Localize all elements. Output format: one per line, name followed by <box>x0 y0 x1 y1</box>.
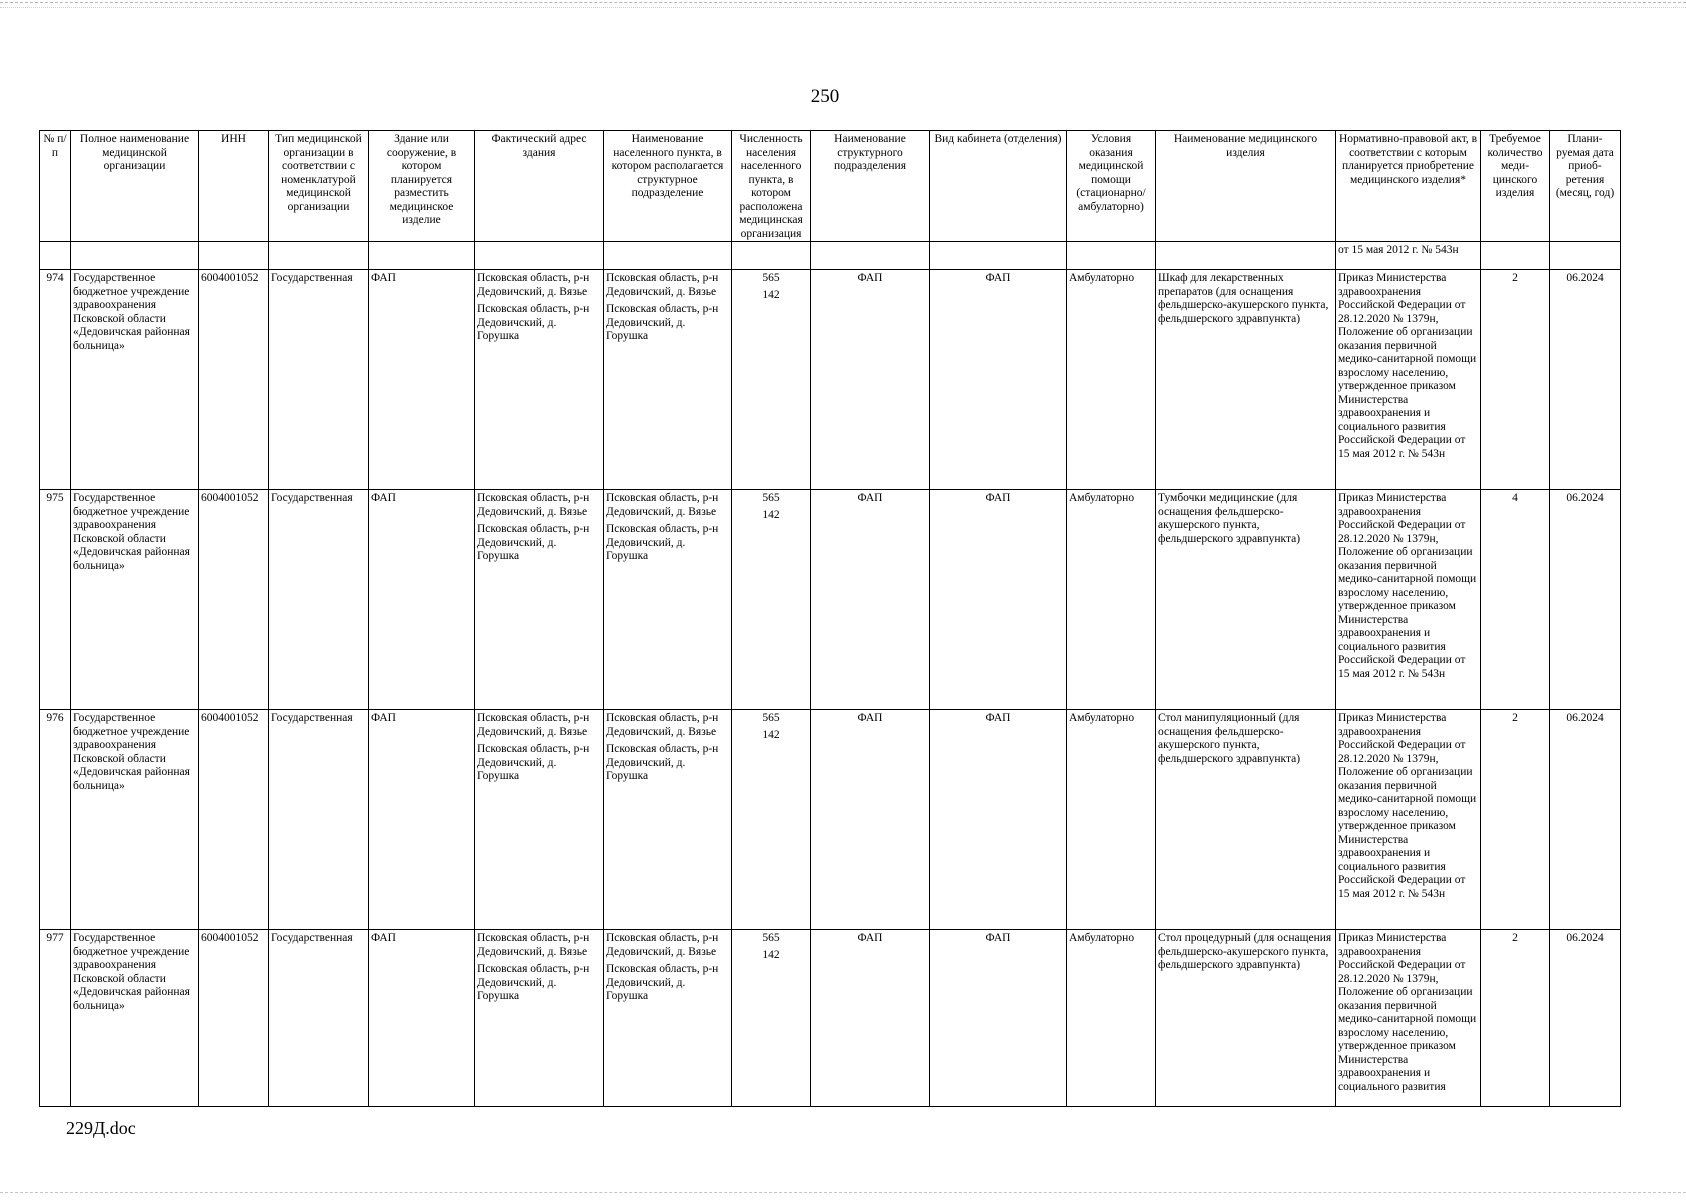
row-population <box>732 490 811 710</box>
row-population <box>732 930 811 1107</box>
page-number: 250 <box>810 86 840 107</box>
row-device: Стол манипуляционный (для оснащения фельдшерско-акушерского пункта, фельдшерского здравпункта) <box>1156 710 1336 930</box>
row-quantity: 2 <box>1481 270 1550 490</box>
header-locality: Наименование населенного пункта, в котором располагается структурное подразделение <box>604 131 732 242</box>
row-conditions: Амбулаторно <box>1067 930 1156 1107</box>
address-line: Псковская область, р-н Дедовичский, д. Вязье <box>477 932 590 958</box>
locality-line: Псковская область, р-н Дедовичский, д. Вязье <box>606 272 719 298</box>
row-locality <box>604 490 732 710</box>
row-act: Приказ Министерства здравоохранения Российской Федерации от 28.12.2020 № 1379н, Положение об организации оказания первичной медико-санитарной помощи взрослому населению, утвержденное приказом Министерства здравоохранения и социального развития <box>1336 930 1481 1107</box>
header-type: Тип медицинской организации в соответствии с номенклатурой медицинской организации <box>269 131 369 242</box>
locality-line: Псковская область, р-н Дедовичский, д. Горушка <box>606 303 719 342</box>
row-num: 976 <box>40 710 71 930</box>
row-cabinet: ФАП <box>930 490 1067 710</box>
population-value: 565 <box>762 272 780 284</box>
header-subdivision: Наименование структурного подразделения <box>811 131 930 242</box>
address-line: Псковская область, р-н Дедовичский, д. Горушка <box>477 963 590 1002</box>
row-subdivision: ФАП <box>811 710 930 930</box>
address-line: Псковская область, р-н Дедовичский, д. Горушка <box>477 743 590 782</box>
population-value: 565 <box>762 492 780 504</box>
row-act: Приказ Министерства здравоохранения Российской Федерации от 28.12.2020 № 1379н, Положение об организации оказания первичной медико-санитарной помощи взрослому населению, утвержденное приказом Министерства здравоохранения и социального развития Российской Федерации от 15 мая 2012 г. № 543н <box>1336 490 1481 710</box>
row-act: Приказ Министерства здравоохранения Российской Федерации от 28.12.2020 № 1379н, Положение об организации оказания первичной медико-санитарной помощи взрослому населению, утвержденное приказом Министерства здравоохранения и социального развития Российской Федерации от 15 мая 2012 г. № 543н <box>1336 270 1481 490</box>
table-row <box>40 490 1621 710</box>
header-population: Численность населения населенного пункта, в котором расположена медицинская организация <box>732 131 811 242</box>
row-org: Государственное бюджетное учреждение здравоохранения Псковской области «Дедовичская районная больница» <box>71 710 199 930</box>
locality-line: Псковская область, р-н Дедовичский, д. Горушка <box>606 523 719 562</box>
row-type: Государственная <box>269 710 369 930</box>
row-quantity: 2 <box>1481 930 1550 1107</box>
population-value: 142 <box>762 948 780 961</box>
row-type: Государственная <box>269 490 369 710</box>
row-address <box>475 270 604 490</box>
row-quantity: 4 <box>1481 490 1550 710</box>
address-line: Псковская область, р-н Дедовичский, д. Горушка <box>477 303 590 342</box>
row-type: Государственная <box>269 930 369 1107</box>
continuation-row <box>40 242 1621 270</box>
row-date: 06.2024 <box>1550 490 1621 710</box>
scan-artifact-bottom <box>0 1192 1686 1196</box>
header-num: № п/п <box>40 131 71 242</box>
locality-line: Псковская область, р-н Дедовичский, д. Горушка <box>606 743 719 782</box>
row-org: Государственное бюджетное учреждение здравоохранения Псковской области «Дедовичская районная больница» <box>71 270 199 490</box>
row-locality <box>604 930 732 1107</box>
row-building: ФАП <box>369 930 475 1107</box>
row-building: ФАП <box>369 710 475 930</box>
row-address <box>475 710 604 930</box>
row-num: 977 <box>40 930 71 1107</box>
header-date: Плани-руемая дата приоб-ретения (месяц, год) <box>1550 131 1621 242</box>
locality-line: Псковская область, р-н Дедовичский, д. Горушка <box>606 963 719 1002</box>
header-quantity: Требуемое количество меди-цинского изделия <box>1481 131 1550 242</box>
continuation-act: от 15 мая 2012 г. № 543н <box>1336 242 1481 270</box>
population-value: 565 <box>762 712 780 724</box>
row-building: ФАП <box>369 270 475 490</box>
address-line: Псковская область, р-н Дедовичский, д. Горушка <box>477 523 590 562</box>
population-value: 565 <box>762 932 780 944</box>
locality-line: Псковская область, р-н Дедовичский, д. Вязье <box>606 492 719 518</box>
footer-filename: 229Д.doc <box>66 1118 136 1138</box>
row-date: 06.2024 <box>1550 710 1621 930</box>
locality-line: Псковская область, р-н Дедовичский, д. Вязье <box>606 932 719 958</box>
table-row <box>40 270 1621 490</box>
row-address <box>475 490 604 710</box>
row-cabinet: ФАП <box>930 710 1067 930</box>
row-conditions: Амбулаторно <box>1067 270 1156 490</box>
row-inn: 6004001052 <box>199 270 269 490</box>
table-header-row <box>40 131 1621 242</box>
row-inn: 6004001052 <box>199 710 269 930</box>
row-subdivision: ФАП <box>811 270 930 490</box>
row-conditions: Амбулаторно <box>1067 710 1156 930</box>
row-num: 974 <box>40 270 71 490</box>
header-conditions: Условия оказания медицинской помощи (стационарно/ амбулаторно) <box>1067 131 1156 242</box>
population-value: 142 <box>762 288 780 301</box>
scan-artifact-top <box>0 2 1686 8</box>
population-value: 142 <box>762 508 780 521</box>
header-device: Наименование медицинского изделия <box>1156 131 1336 242</box>
row-num: 975 <box>40 490 71 710</box>
row-quantity: 2 <box>1481 710 1550 930</box>
population-value: 142 <box>762 728 780 741</box>
row-address <box>475 930 604 1107</box>
locality-line: Псковская область, р-н Дедовичский, д. Вязье <box>606 712 719 738</box>
row-cabinet: ФАП <box>930 930 1067 1107</box>
header-inn: ИНН <box>199 131 269 242</box>
table-row <box>40 710 1621 930</box>
address-line: Псковская область, р-н Дедовичский, д. Вязье <box>477 492 590 518</box>
row-date: 06.2024 <box>1550 270 1621 490</box>
row-device: Шкаф для лекарственных препаратов (для оснащения фельдшерско-акушерского пункта, фельдшерского здравпункта) <box>1156 270 1336 490</box>
row-inn: 6004001052 <box>199 930 269 1107</box>
row-device: Стол процедурный (для оснащения фельдшерско-акушерского пункта, фельдшерского здравпункта) <box>1156 930 1336 1107</box>
header-org: Полное наименование медицинской организации <box>71 131 199 242</box>
row-device: Тумбочки медицинские (для оснащения фельдшерско-акушерского пункта, фельдшерского здравпункта) <box>1156 490 1336 710</box>
header-building: Здание или сооружение, в котором планируется разместить медицинское изделие <box>369 131 475 242</box>
row-inn: 6004001052 <box>199 490 269 710</box>
header-address: Фактический адрес здания <box>475 131 604 242</box>
row-locality <box>604 270 732 490</box>
row-subdivision: ФАП <box>811 930 930 1107</box>
row-act: Приказ Министерства здравоохранения Российской Федерации от 28.12.2020 № 1379н, Положение об организации оказания первичной медико-санитарной помощи взрослому населению, утвержденное приказом Министерства здравоохранения и социального развития Российской Федерации от 15 мая 2012 г. № 543н <box>1336 710 1481 930</box>
row-date: 06.2024 <box>1550 930 1621 1107</box>
row-cabinet: ФАП <box>930 270 1067 490</box>
row-population <box>732 710 811 930</box>
row-subdivision: ФАП <box>811 490 930 710</box>
row-conditions: Амбулаторно <box>1067 490 1156 710</box>
row-type: Государственная <box>269 270 369 490</box>
row-building: ФАП <box>369 490 475 710</box>
header-cabinet: Вид кабинета (отделения) <box>930 131 1067 242</box>
table-row <box>40 930 1621 1107</box>
equipment-table <box>39 130 1621 1107</box>
row-locality <box>604 710 732 930</box>
address-line: Псковская область, р-н Дедовичский, д. Вязье <box>477 272 590 298</box>
address-line: Псковская область, р-н Дедовичский, д. Вязье <box>477 712 590 738</box>
row-org: Государственное бюджетное учреждение здравоохранения Псковской области «Дедовичская районная больница» <box>71 490 199 710</box>
row-org: Государственное бюджетное учреждение здравоохранения Псковской области «Дедовичская районная больница» <box>71 930 199 1107</box>
header-act: Нормативно-правовой акт, в соответствии с которым планируется приобретение медицинского изделия* <box>1336 131 1481 242</box>
row-population <box>732 270 811 490</box>
